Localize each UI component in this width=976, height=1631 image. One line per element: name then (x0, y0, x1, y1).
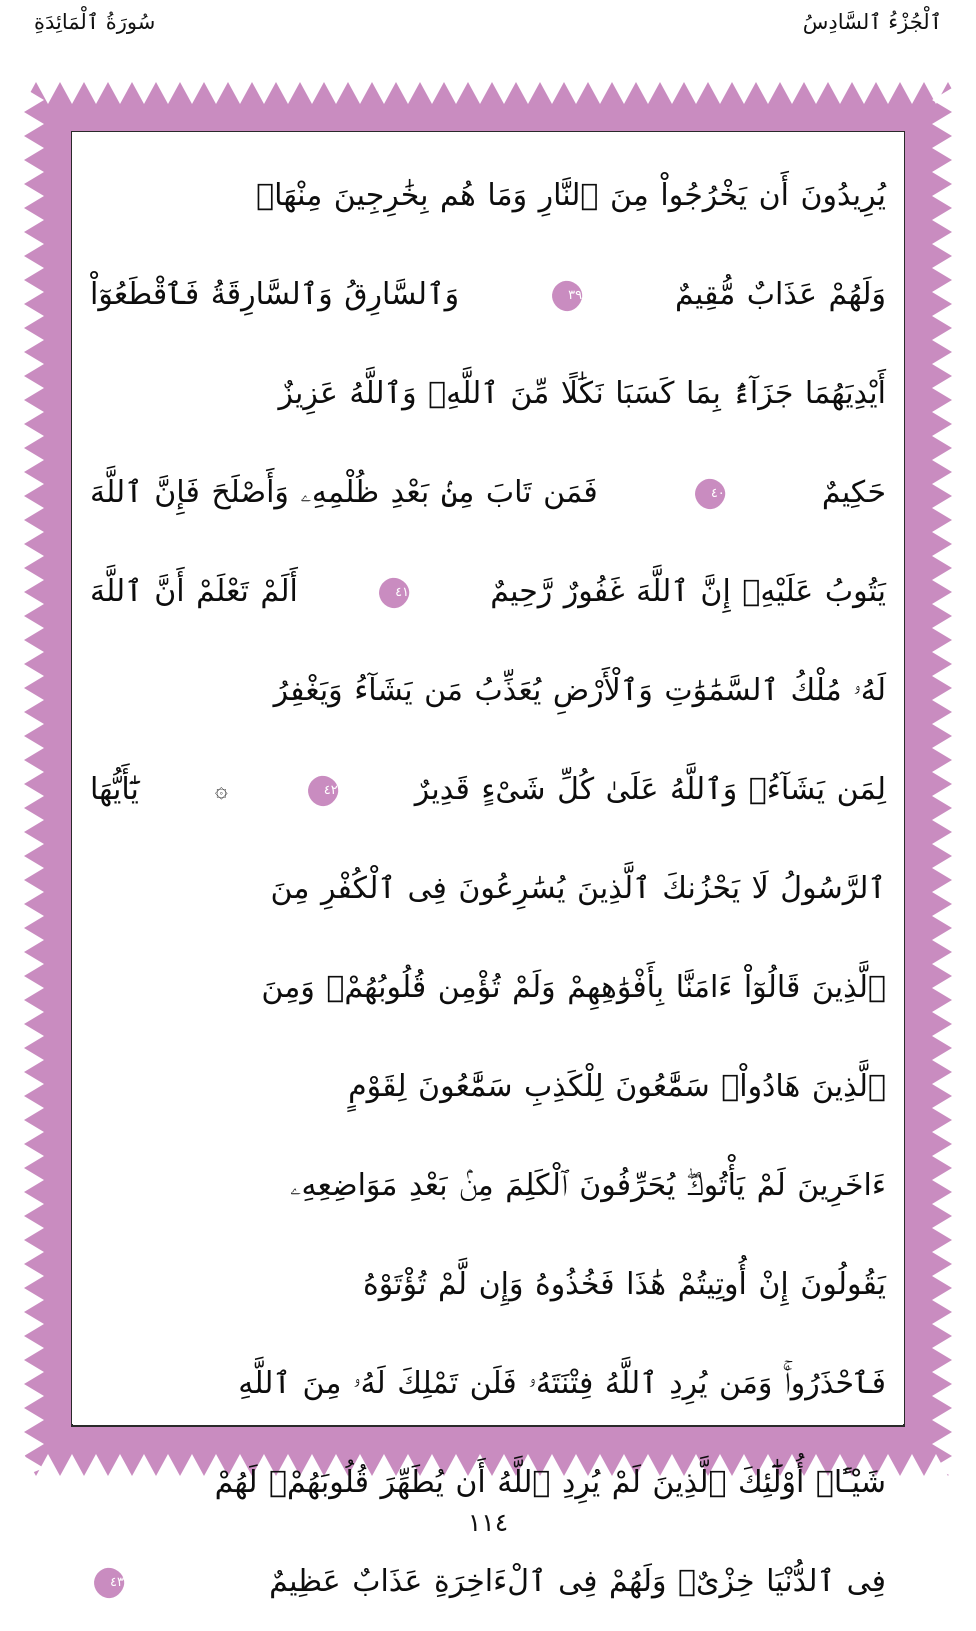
quran-line (90, 1136, 886, 1235)
ayah-number-marker (379, 578, 409, 608)
quran-line-text: ٱلَّذِينَ قَالُوٓاْ ءَامَنَّا بِأَفْوَٰهِهِمْ وَلَمْ تُؤْمِن قُلُوبُهُمْۛ وَمِنَ (261, 970, 886, 1005)
ayah-number-marker (552, 281, 582, 311)
ayah-number: ٤٣ (110, 1574, 124, 1590)
hizb-marker-icon: ۞ (214, 778, 228, 803)
ayah-number: ٤٠ (710, 485, 725, 501)
quran-line-text: يَتُوبُ عَلَيْهِۚ إِنَّ ٱللَّهَ غَفُورٌ رَّحِيمٌ (490, 574, 886, 609)
quran-line-text-after: أَلَمْ تَعْلَمْ أَنَّ ٱللَّهَ (90, 574, 298, 609)
ayah-number: ٤١ (395, 584, 410, 600)
quran-line-text: أَيْدِيَهُمَا جَزَآءًۢ بِمَا كَسَبَا نَكَٰلًا مِّنَ ٱللَّهِۗ وَٱللَّهُ عَزِيزٌ (278, 376, 886, 411)
ayah-number: ٣٩ (568, 287, 583, 303)
quran-line (90, 542, 886, 641)
quran-line-text: ٱلَّذِينَ هَادُواْۛ سَمَّٰعُونَ لِلْكَذِبِ سَمَّٰعُونَ لِقَوْمٍ (348, 1069, 886, 1104)
quran-line (90, 1334, 886, 1433)
quran-line-text: فِى ٱلدُّنْيَا خِزْىٌۖ وَلَهُمْ فِى ٱلْءَاخِرَةِ عَذَابٌ عَظِيمٌ (269, 1564, 886, 1599)
quran-line-text: يَقُولُونَ إِنْ أُوتِيتُمْ هَٰذَا فَخُذُوهُ وَإِن لَّمْ تُؤْتَوْهُ (363, 1267, 886, 1302)
quran-line-text-after: يَٰٓأَيُّهَا (90, 772, 139, 807)
quran-line (90, 443, 886, 542)
quran-line (90, 344, 886, 443)
quran-line-text: لَهُۥ مُلْكُ ٱلسَّمَٰوَٰتِ وَٱلْأَرْضِ يُعَذِّبُ مَن يَشَآءُ وَيَغْفِرُ (273, 673, 886, 708)
quran-line-text: شَيْـًٔاۚ أُوْلَٰٓئِكَ ٱلَّذِينَ لَمْ يُرِدِ ٱللَّهُ أَن يُطَهِّرَ قُلُوبَهُمْۚ لَهُمْ (214, 1465, 886, 1500)
quran-line (90, 1037, 886, 1136)
quran-line (90, 938, 886, 1037)
quran-line-text: لِمَن يَشَآءُۗ وَٱللَّهُ عَلَىٰ كُلِّ شَىْءٍ قَدِيرٌ (414, 772, 886, 807)
ayah-number-marker (94, 1568, 124, 1598)
quran-line-text: ءَاخَرِينَ لَمْ يَأْتُوكَۖ يُحَرِّفُونَ ٱلْكَلِمَ مِنۢ بَعْدِ مَوَاضِعِهِۦ (290, 1168, 886, 1203)
quran-line-text: يُرِيدُونَ أَن يَخْرُجُواْ مِنَ ٱلنَّارِ وَمَا هُم بِخَٰرِجِينَ مِنْهَاۖ (256, 178, 886, 213)
quran-line-text: حَكِيمٌ (821, 475, 886, 510)
quran-body (90, 146, 886, 1631)
ayah-number-marker (695, 479, 725, 509)
page-number: ١١٤ (467, 1508, 509, 1537)
quran-line-text: ٱلرَّسُولُ لَا يَحْزُنكَ ٱلَّذِينَ يُسَٰرِعُونَ فِى ٱلْكُفْرِ مِنَ (270, 871, 886, 906)
quran-line (90, 1235, 886, 1334)
quran-line (90, 740, 886, 839)
quran-line (90, 146, 886, 245)
ayah-number: ٤٢ (323, 782, 338, 798)
quran-line-text: فَٱحْذَرُواْۚ وَمَن يُرِدِ ٱللَّهُ فِتْنَتَهُۥ فَلَن تَمْلِكَ لَهُۥ مِنَ ٱللَّهِ (238, 1366, 886, 1401)
quran-line (90, 641, 886, 740)
juz-title: ٱلْجُزْءُ ٱلسَّادِسُ (802, 10, 942, 34)
surah-title: سُورَةُ ٱلْمَائِدَةِ (34, 10, 156, 34)
quran-line (90, 839, 886, 938)
quran-line-text: وَلَهُمْ عَذَابٌ مُّقِيمٌ (675, 277, 886, 312)
page-header (0, 8, 976, 54)
quran-line (90, 1532, 886, 1631)
quran-line (90, 245, 886, 344)
ayah-number-marker (308, 776, 338, 806)
quran-line-text-after: فَمَن تَابَ مِنۢ بَعْدِ ظُلْمِهِۦ وَأَصْلَحَ فَإِنَّ ٱللَّهَ (90, 475, 598, 510)
quran-line-text-after: وَٱلسَّارِقُ وَٱلسَّارِقَةُ فَٱقْطَعُوٓاْ (90, 277, 460, 312)
